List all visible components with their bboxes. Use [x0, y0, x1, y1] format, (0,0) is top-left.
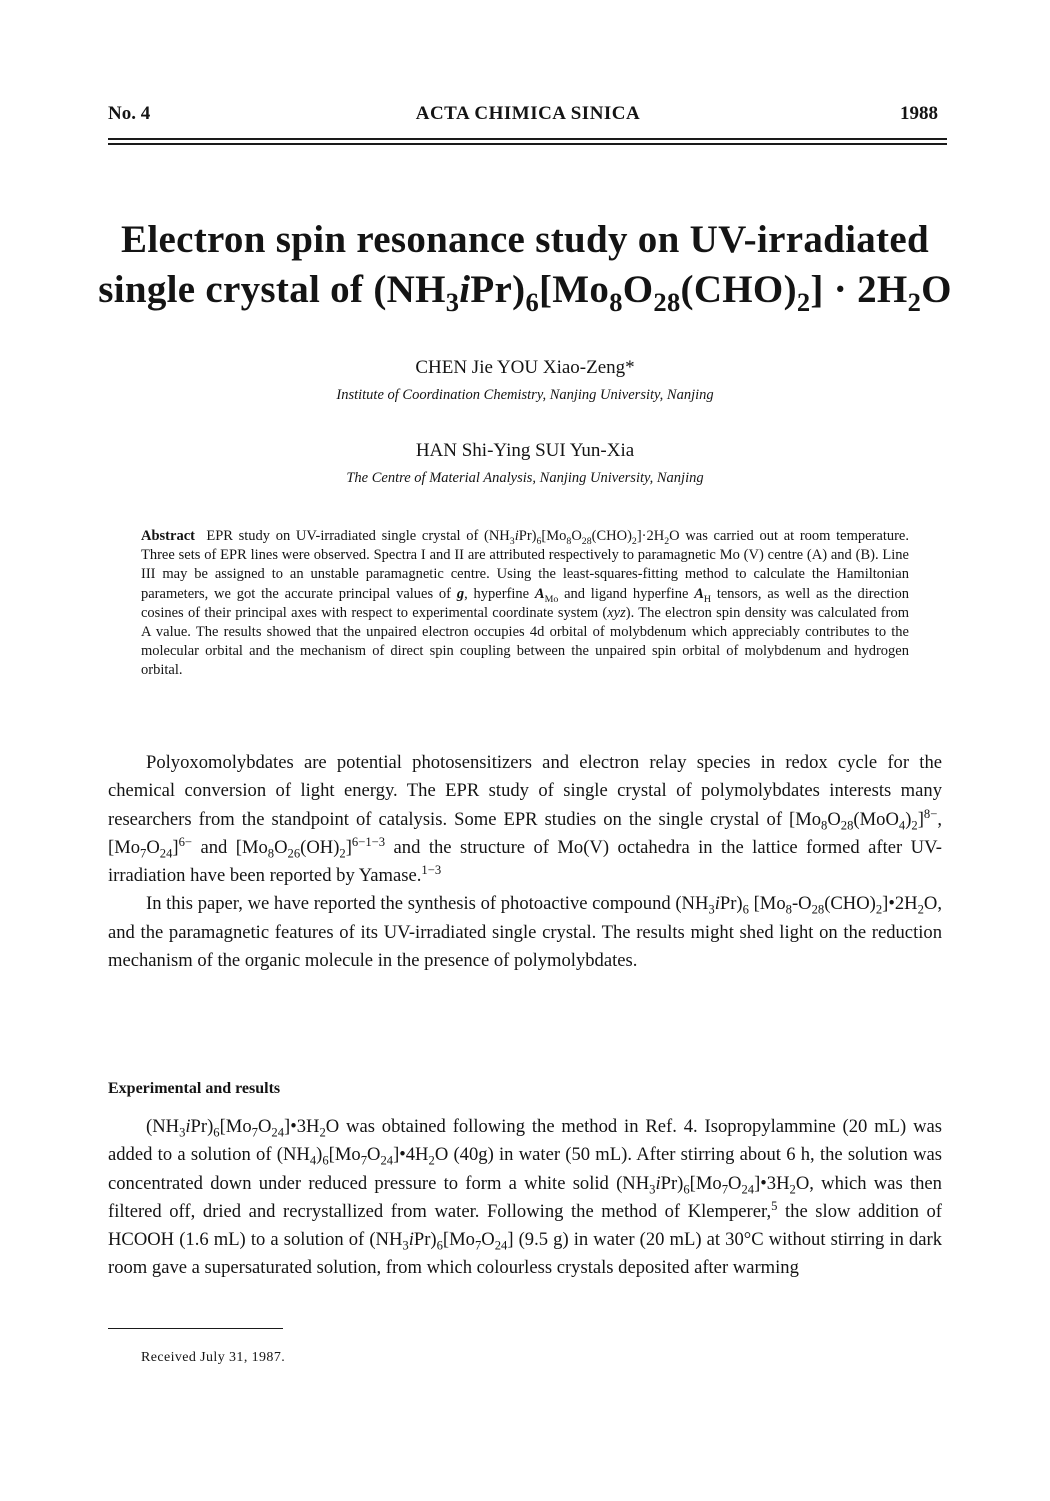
publication-year: 1988 [900, 103, 938, 124]
abstract-text: EPR study on UV-irradiated single crystal of $(NH_3iPr)_6[Mo_8O_{28}(CHO)_2]\cdot 2H_2O$ was carried out at room temperature. Three sets of EPR lines were observed. Spectra I and II are attributed respectively to paramagnetic Mo (V) centre (A) and (B). Line III may be assigned to an unstable paramagnetic centre. Using the least-squares-fitting method to calculate the Hamiltonian parameters, we got the accurate principal values of g, hyperfine $A_{Mo}$ and ligand hyperfine $A_H$ tensors, as well as the direction cosines of their principal axes with respect to experimental coordinate system (xyz). The electron spin density was calculated from A value. The results showed that the unpaired electron occupies 4d orbital of molybdenum which appreciably contributes to the molecular orbital and the mechanism of direct spin coupling between the unpaired spin orbital of molybdenum and hydrogen orbital. [141, 528, 909, 679]
affiliation-1: Institute of Coordination Chemistry, Nanjing University, Nanjing [336, 387, 714, 403]
abstract-label: Abstract [141, 528, 195, 544]
journal-name: ACTA CHIMICA SINICA [415, 103, 641, 124]
footnote-rule [108, 1328, 283, 1329]
header-rule-top [108, 138, 947, 140]
author-line-1: CHEN Jie YOU Xiao-Zeng* [415, 357, 635, 378]
intro-paragraph-2: In this paper, we have reported the synthesis of photoactive compound $(NH_3iPr)_6$ $[Mo_8-O_{28}(CHO)_2]•2H_2O$, and the paramagnetic features of its UV-irradiated single crystal. The results might shed light on the reduction mechanism of the organic molecule in the presence of polymolybdates. [108, 893, 942, 972]
experimental-section [108, 1113, 942, 1283]
intro-paragraph-1: Polyoxomolybdates are potential photosensitizers and electron relay species in redox cycle for the chemical conversion of light energy. The EPR study of single crystal of polymolybdates interests many researchers from the standpoint of catalysis. Some EPR studies on the single crystal of $[Mo_8O_{28}(MoO_4)_2]^{8-}$, $[Mo_7O_{24}]^{6-}$ and $[Mo_8O_{26}(OH)_2]^{6-1-3}$ and the structure of Mo(V) octahedra in the lattice formed after UV-irradiation have been reported by Yamase.$^{1-3}$ [108, 752, 942, 887]
running-header [108, 103, 948, 133]
experimental-paragraph-1: $(NH_3iPr)_6[Mo_7O_{24}]•3H_2O$ was obtained following the method in Ref. 4. Isopropylammine (20 mL) was added to a solution of $(NH_4)_6[Mo_7O_{24}]•4H_2O$ (40g) in water (50 mL). After stirring about 6 h, the solution was concentrated down under reduced pressure to form a white solid $(NH_3iPr)_6[Mo_7O_{24}]•3H_2O$, which was then filtered off, dried and recrystallized from water. Following the method of Klemperer,$^5$ the slow addition of HCOOH (1.6 mL) to a solution of $(NH_3iPr)_6[Mo_7O_{24}]$ (9.5 g) in water (20 mL) at 30°C without stirring in dark room gave a supersaturated solution, from which colourless crystals deposited after warming [108, 1116, 942, 1279]
author-line-2: HAN Shi-Ying SUI Yun-Xia [415, 440, 635, 461]
section-heading: Experimental and results [108, 1080, 281, 1097]
affiliation-2: The Centre of Material Analysis, Nanjing University, Nanjing [346, 470, 704, 486]
abstract [141, 527, 909, 681]
paper-title: Electron spin resonance study on UV-irradiated single crystal of $(NH_3iPr)_6[Mo_8O_{28}(CHO)_2] \cdot 2H_2O$ [98, 218, 952, 317]
issue-number: No. 4 [108, 103, 151, 124]
received-date-footnote: Received July 31, 1987. [141, 1350, 286, 1365]
introduction [108, 749, 942, 975]
header-rule-bottom [108, 143, 947, 145]
